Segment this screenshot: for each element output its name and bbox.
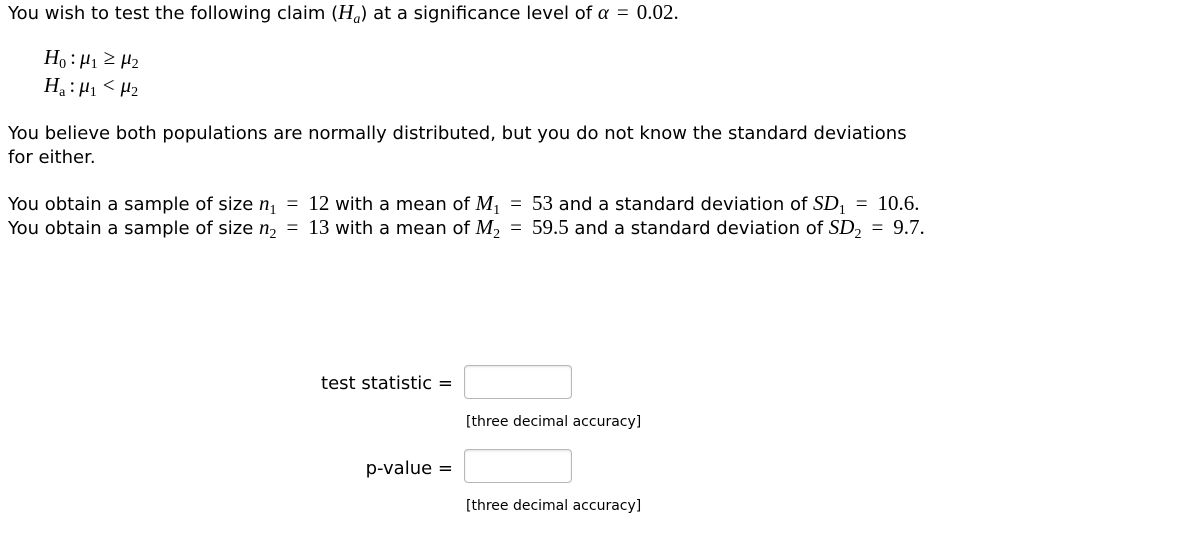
sample-2-statement <box>8 216 925 246</box>
alt-relation: < <box>102 73 115 97</box>
null-hypothesis-colon: : <box>70 45 77 69</box>
sample-2-sd-equals: = <box>871 215 884 239</box>
claim-statement <box>8 1 679 31</box>
sample-1-n-equals: = <box>286 191 299 215</box>
claim-symbol-sub: a <box>353 12 361 27</box>
sample-2-m-sub: 2 <box>493 227 501 242</box>
alt-hypothesis-colon: : <box>69 73 76 97</box>
null-rhs-mu: μ <box>121 45 132 69</box>
alt-rhs-sub: 2 <box>131 85 139 100</box>
alpha-symbol: α <box>597 0 609 24</box>
alt-hypothesis-sub: a <box>59 85 66 100</box>
sample-2-n-sub: 2 <box>269 227 277 242</box>
sample-1-m-value: 53 <box>531 191 553 215</box>
sample-1-n-symbol: n <box>259 191 270 215</box>
sample-1-text-sd: and a standard deviation of <box>552 194 814 215</box>
null-lhs-mu: μ <box>80 45 91 69</box>
sample-2-m-symbol: M <box>475 215 494 239</box>
test-statistic-label: test statistic = <box>321 373 453 394</box>
claim-prefix: You wish to test the following claim ( <box>8 3 339 24</box>
p-value-input[interactable] <box>464 449 572 483</box>
sample-2-n-symbol: n <box>259 215 270 239</box>
claim-symbol: H <box>338 0 354 24</box>
sample-1-text-mean: with a mean of <box>329 194 476 215</box>
alt-rhs-mu: μ <box>120 73 132 97</box>
sample-1-n-value: 12 <box>308 191 330 215</box>
sample-2-sd-value: 9.7. <box>893 215 925 239</box>
sample-2-text-size: You obtain a sample of size <box>8 218 260 239</box>
sample-1-sd-equals: = <box>855 191 868 215</box>
alpha-equals: = <box>616 0 629 24</box>
sample-2-text-mean: with a mean of <box>329 218 476 239</box>
test-statistic-input[interactable] <box>464 365 572 399</box>
sample-2-sd-sub: 2 <box>854 227 862 242</box>
sample-2-sd-symbol: SD <box>828 215 855 239</box>
alt-hypothesis-symbol: H <box>44 73 60 97</box>
test-statistic-hint: [three decimal accuracy] <box>466 414 642 430</box>
sample-1-m-equals: = <box>510 191 522 215</box>
claim-middle: ) at a significance level of <box>360 3 598 24</box>
sample-1-m-sub: 1 <box>493 203 501 218</box>
sample-2-text-sd: and a standard deviation of <box>568 218 829 239</box>
alpha-value: 0.02. <box>636 0 679 24</box>
sample-2-n-value: 13 <box>308 215 330 239</box>
sample-2-m-equals: = <box>510 215 522 239</box>
sample-1-sd-symbol: SD <box>813 191 839 215</box>
sample-1-sd-sub: 1 <box>838 203 846 218</box>
assumption-paragraph: You believe both populations are normally distributed, but you do not know the standard deviations for either. <box>8 123 907 168</box>
sample-2-m-value: 59.5 <box>531 215 569 239</box>
sample-1-text-size: You obtain a sample of size <box>8 194 260 215</box>
alt-lhs-mu: μ <box>79 73 90 97</box>
sample-2-n-equals: = <box>286 215 299 239</box>
null-hypothesis-symbol: H <box>44 45 60 69</box>
null-rhs-sub: 2 <box>131 57 139 72</box>
sample-1-sd-value: 10.6. <box>877 191 920 215</box>
p-value-hint: [three decimal accuracy] <box>466 498 642 514</box>
alt-lhs-sub: 1 <box>89 85 97 100</box>
null-lhs-sub: 1 <box>90 57 98 72</box>
null-hypothesis-sub: 0 <box>59 57 67 72</box>
alternative-hypothesis <box>44 73 138 105</box>
sample-1-m-symbol: M <box>475 191 494 215</box>
sample-1-n-sub: 1 <box>269 203 277 218</box>
null-relation: ≥ <box>103 45 116 69</box>
p-value-label: p-value = <box>365 458 453 479</box>
